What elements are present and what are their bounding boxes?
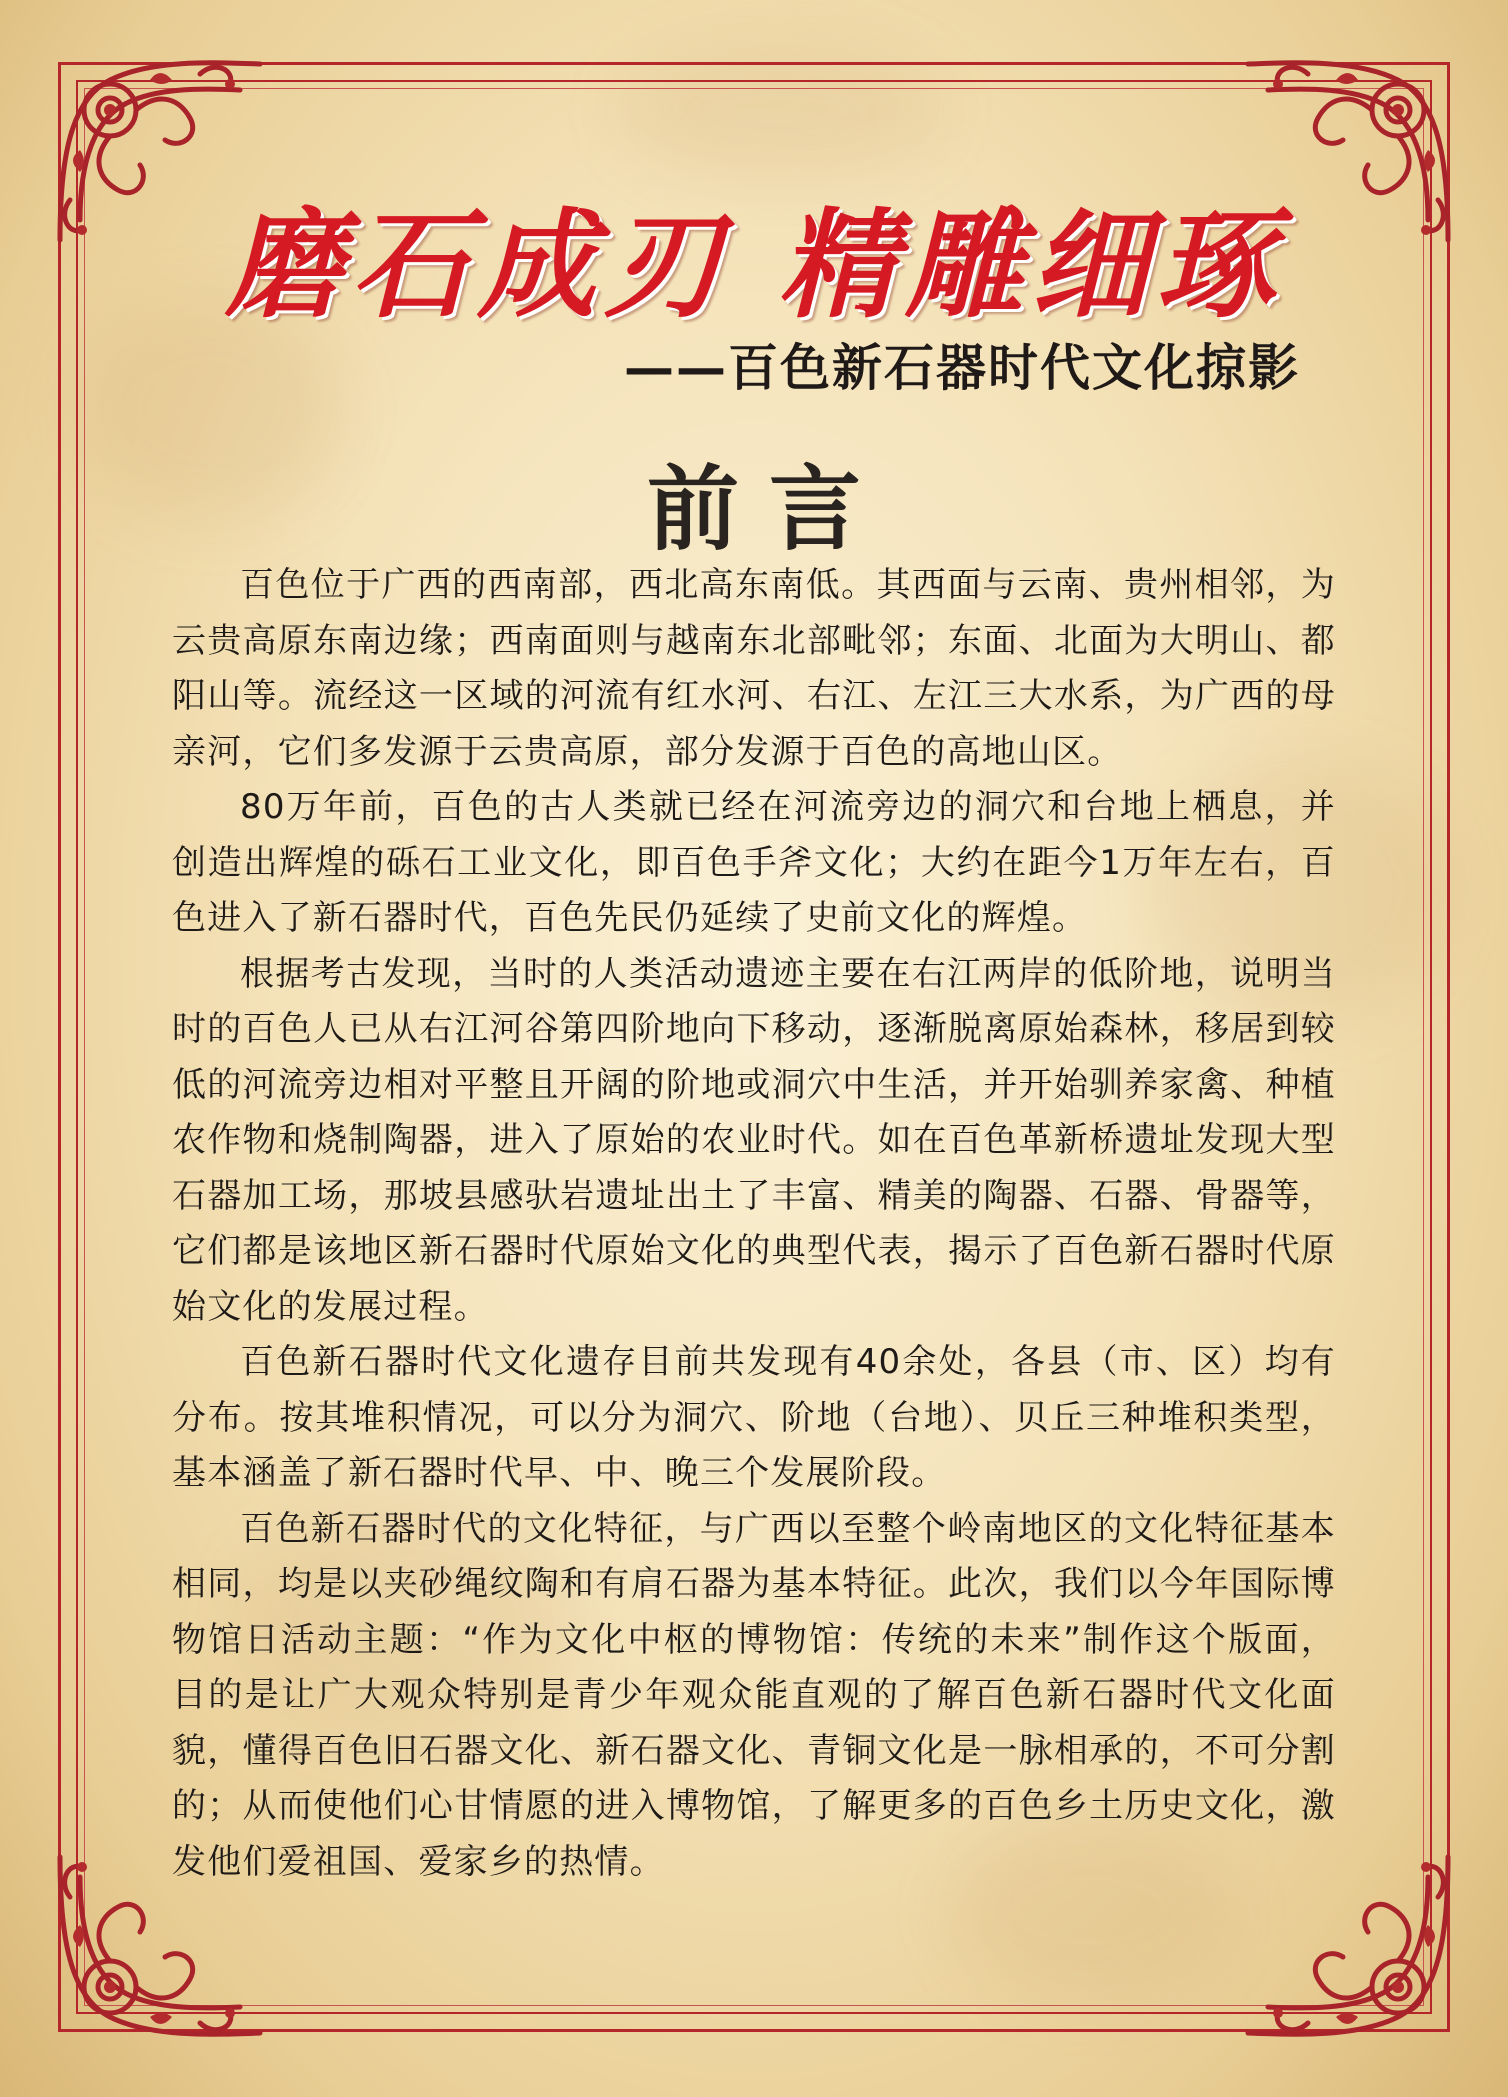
paragraph: 百色新石器时代的文化特征，与广西以至整个岭南地区的文化特征基本相同，均是以夹砂绳纹陶和有肩石器为基本特征。此次，我们以今年国际博物馆日活动主题：“作为文化中枢的博物馆：传统的未来”制作这个版面，目的是让广大观众特别是青少年观众能直观的了解百色新石器时代文化面貌，懂得百色旧石器文化、新石器文化、青铜文化是一脉相承的，不可分割的；从而使他们心甘情愿的进入博物馆，了解更多的百色乡土历史文化，激发他们爱祖国、爱家乡的热情。: [172, 1508, 1336, 1882]
paragraph: 80万年前，百色的古人类就已经在河流旁边的洞穴和台地上栖息，并创造出辉煌的砾石工业文化，即百色手斧文化；大约在距今1万年左右，百色进入了新石器时代，百色先民仍延续了史前文化的辉煌。: [172, 787, 1336, 938]
poster-subtitle: ——百色新石器时代文化掠影: [624, 339, 1300, 397]
paragraph: 百色新石器时代文化遗存目前共发现有40余处，各县（市、区）均有分布。按其堆积情况，可以分为洞穴、阶地（台地）、贝丘三种堆积类型，基本涵盖了新石器时代早、中、晚三个发展阶段。: [172, 1342, 1336, 1493]
section-heading: 前言: [646, 455, 891, 563]
poster-title: 磨石成刃 精雕细琢: [225, 195, 1283, 334]
paragraph: 百色位于广西的西南部，西北高东南低。其西面与云南、贵州相邻，为云贵高原东南边缘；西南面则与越南东北部毗邻；东面、北面为大明山、都阳山等。流经这一区域的河流有红水河、右江、左江三大水系，为广西的母亲河，它们多发源于云贵高原，部分发源于百色的高地山区。: [172, 565, 1336, 772]
paragraph: 根据考古发现，当时的人类活动遗迹主要在右江两岸的低阶地，说明当时的百色人已从右江河谷第四阶地向下移动，逐渐脱离原始森林，移居到较低的河流旁边相对平整且开阔的阶地或洞穴中生活，并开始驯养家禽、种植农作物和烧制陶器，进入了原始的农业时代。如在百色革新桥遗址发现大型石器加工场，那坡县感驮岩遗址出土了丰富、精美的陶器、石器、骨器等，它们都是该地区新石器时代原始文化的典型代表，揭示了百色新石器时代原始文化的发展过程。: [172, 953, 1336, 1327]
body-text: [172, 558, 1336, 1890]
